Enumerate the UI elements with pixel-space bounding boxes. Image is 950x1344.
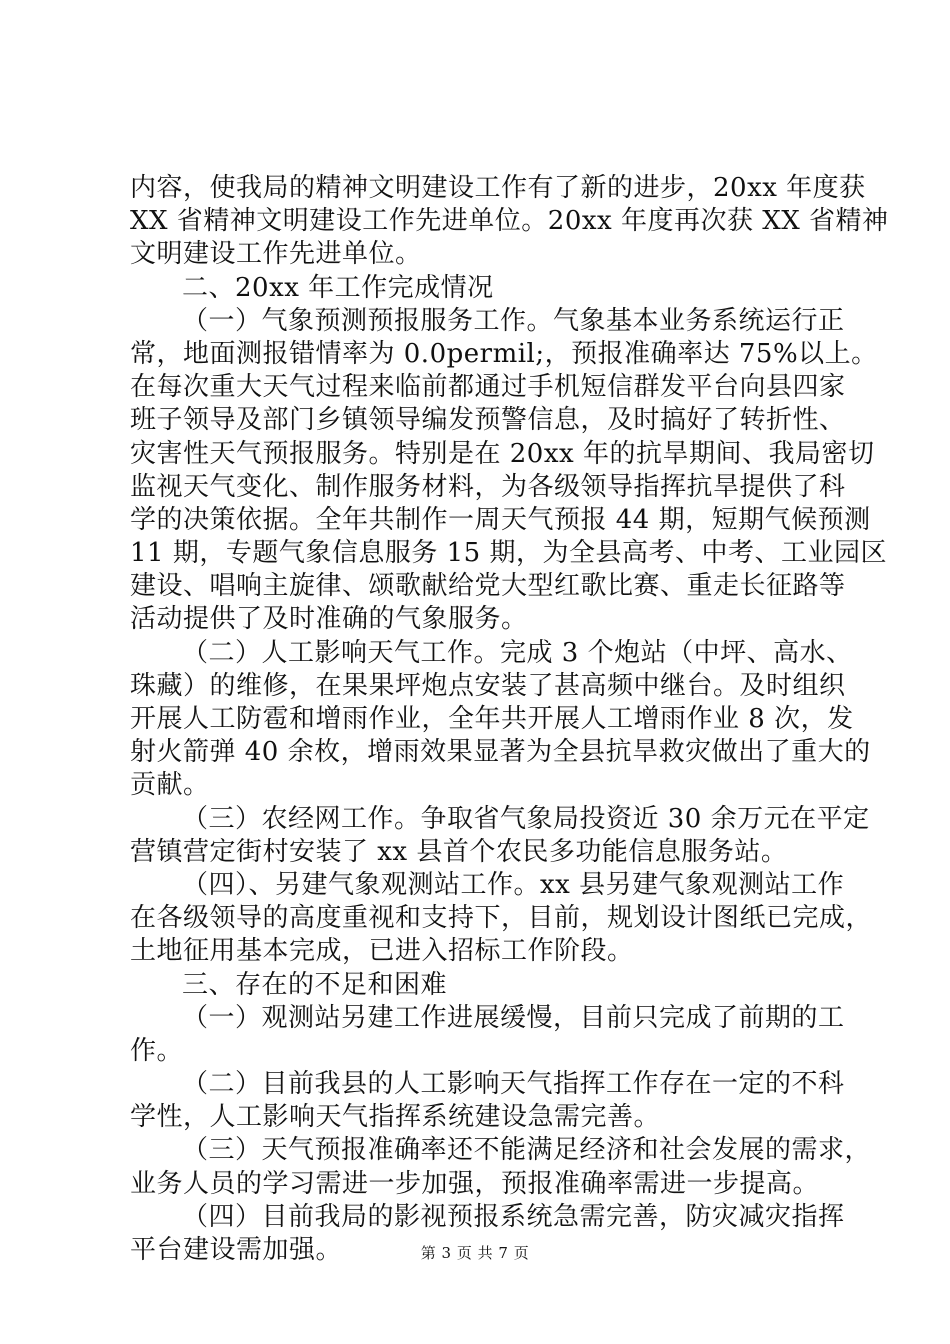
- text-line: 监视天气变化、制作服务材料，为各级领导指挥抗旱提供了科: [130, 471, 846, 502]
- text-line: 射火箭弹 40 余枚，增雨效果显著为全县抗旱救灾做出了重大的: [130, 737, 871, 768]
- paragraph: [130, 637, 871, 803]
- document-body: [130, 172, 889, 1267]
- text-line: 活动提供了及时准确的气象服务。: [130, 604, 528, 635]
- text-line: 开展人工防雹和增雨作业，全年共开展人工增雨作业 8 次，发: [130, 704, 854, 734]
- text-line: 平台建设需加强。: [130, 1235, 343, 1265]
- text-line: 营镇营定街村安装了 xx 县首个农民多功能信息服务站。: [130, 836, 788, 867]
- text-line: （四）、另建气象观测站工作。xx 县另建气象观测站工作: [182, 869, 845, 900]
- paragraph: [130, 969, 835, 1002]
- text-line: （三）天气预报准确率还不能满足经济和社会发展的需求，: [182, 1135, 872, 1166]
- text-line: 建设、唱响主旋律、颂歌献给党大型红歌比赛、重走长征路等: [130, 571, 846, 602]
- text-line: 作。: [130, 1035, 184, 1066]
- text-line: （二）目前我县的人工影响天气指挥工作存在一定的不科: [182, 1069, 845, 1100]
- text-line: 11 期，专题气象信息服务 15 期，为全县高考、中考、工业园区: [130, 538, 887, 569]
- paragraph: [130, 869, 873, 969]
- text-line: 珠藏）的维修，在果果坪炮点安装了甚高频中继台。及时组织: [130, 670, 846, 701]
- text-line: 文明建设工作先进单位。: [130, 239, 422, 270]
- text-line: （一）气象预测预报服务工作。气象基本业务系统运行正: [182, 305, 845, 336]
- text-line: 常，地面测报错情率为 0.0permil;，预报准确率达 75%以上。: [130, 338, 878, 369]
- text-line: 在每次重大天气过程来临前都通过手机短信群发平台向县四家: [130, 372, 846, 403]
- text-line: （四）目前我局的影视预报系统急需完善，防灾减灾指挥: [182, 1201, 845, 1232]
- paragraph: [130, 272, 835, 305]
- text-line: 学性，人工影响天气指挥系统建设急需完善。: [130, 1102, 661, 1133]
- text-line: 二、20xx 年工作完成情况: [182, 272, 494, 303]
- paragraph: [130, 1134, 872, 1200]
- text-line: （二）人工影响天气工作。完成 3 个炮站（中坪、高水、: [182, 637, 853, 668]
- page-footer: 第 3 页 共 7 页: [420, 1244, 530, 1262]
- text-line: XX 省精神文明建设工作先进单位。20xx 年度再次获 XX 省精神: [130, 206, 889, 237]
- paragraph: [130, 172, 889, 272]
- paragraph: [130, 305, 887, 637]
- text-line: 土地征用基本完成，已进入招标工作阶段。: [130, 936, 634, 967]
- text-line: （三）农经网工作。争取省气象局投资近 30 余万元在平定: [182, 803, 870, 834]
- text-line: 贡献。: [130, 770, 210, 801]
- text-line: （一）观测站另建工作进展缓慢，目前只完成了前期的工: [182, 1002, 845, 1033]
- text-line: 业务人员的学习需进一步加强，预报准确率需进一步提高。: [130, 1168, 820, 1199]
- paragraph: [130, 1002, 845, 1068]
- text-line: 内容，使我局的精神文明建设工作有了新的进步，20xx 年度获: [130, 173, 866, 203]
- paragraph: [130, 1068, 845, 1134]
- text-line: 三、存在的不足和困难: [182, 969, 448, 1000]
- text-line: 在各级领导的高度重视和支持下，目前，规划设计图纸已完成，: [130, 903, 873, 934]
- text-line: 学的决策依据。全年共制作一周天气预报 44 期，短期气候预测: [130, 504, 871, 535]
- text-line: 班子领导及部门乡镇领导编发预警信息，及时搞好了转折性、: [130, 405, 846, 436]
- text-line: 灾害性天气预报服务。特别是在 20xx 年的抗旱期间、我局密切: [130, 438, 875, 469]
- paragraph: [130, 803, 870, 869]
